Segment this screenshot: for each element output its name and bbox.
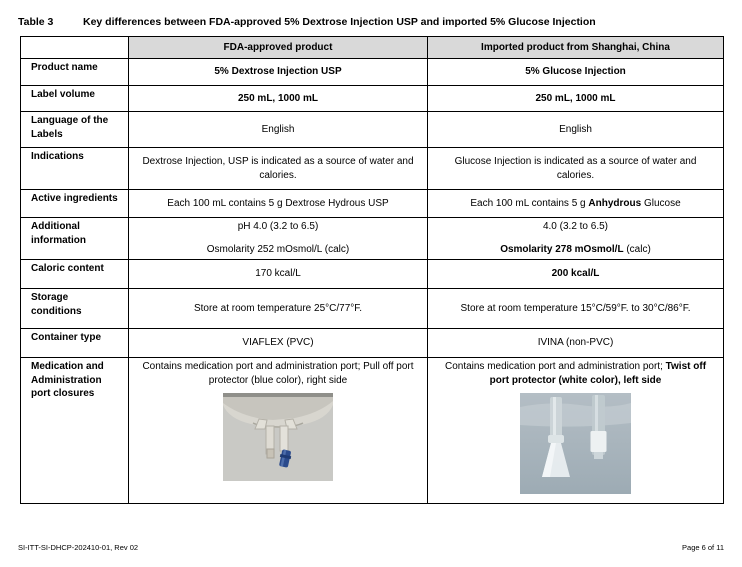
cell-imported xyxy=(428,148,724,190)
cell-fda xyxy=(129,112,428,148)
row-label: Indications xyxy=(21,148,129,190)
cell-text: Osmolarity 278 mOsmol/L (calc) xyxy=(500,244,651,255)
table-number-label: Table 3 xyxy=(18,16,54,28)
cell-text: 200 kcal/L xyxy=(551,268,600,279)
page-number: Page 6 of 11 xyxy=(682,543,724,552)
iv-bag-ports-blue-pull-off-protector-photo xyxy=(139,393,417,481)
cell-fda xyxy=(129,289,428,329)
table-row-product-name xyxy=(21,59,724,86)
cell-text: 4.0 (3.2 to 6.5) xyxy=(542,221,609,232)
table-caption xyxy=(18,16,724,28)
table-row-caloric-content xyxy=(21,260,724,289)
page-footer xyxy=(18,543,724,552)
cell-fda xyxy=(129,329,428,358)
table-row-indications xyxy=(21,148,724,190)
cell-text: English xyxy=(261,123,295,135)
cell-text: Each 100 mL contains 5 g Dextrose Hydrous USP xyxy=(167,197,389,209)
cell-text: pH 4.0 (3.2 to 6.5) xyxy=(237,221,319,232)
table-title-text: Key differences between FDA-approved 5% Dextrose Injection USP and imported 5% Glucose Injection xyxy=(83,16,596,28)
cell-text: Glucose Injection is indicated as a source of water and calories. xyxy=(454,155,697,181)
cell-imported xyxy=(428,86,724,112)
document-id: SI-ITT-SI-DHCP-202410-01, Rev 02 xyxy=(18,543,139,552)
row-label: Additional information xyxy=(21,218,129,260)
row-label: Caloric content xyxy=(21,260,129,289)
cell-fda xyxy=(129,86,428,112)
cell-imported xyxy=(428,190,724,218)
cell-fda xyxy=(129,260,428,289)
row-label: Medication and Administration port closures xyxy=(21,358,129,504)
cell-text: 250 mL, 1000 mL xyxy=(535,92,616,104)
header-imported-product: Imported product from Shanghai, China xyxy=(428,37,724,59)
row-label: Active ingredients xyxy=(21,190,129,218)
cell-text: Each 100 mL contains 5 g Anhydrous Glucose xyxy=(470,197,681,209)
cell-fda xyxy=(129,218,428,260)
cell-text: 5% Glucose Injection xyxy=(525,66,626,77)
header-fda-product: FDA-approved product xyxy=(129,37,428,59)
table-row-port-closures xyxy=(21,358,724,504)
cell-fda xyxy=(129,59,428,86)
cell-text: 5% Dextrose Injection USP xyxy=(214,66,342,77)
cell-fda xyxy=(129,358,428,504)
cell-imported xyxy=(428,289,724,329)
header-empty-corner xyxy=(21,37,129,59)
table-row-additional-information xyxy=(21,218,724,260)
iv-bag-photo-graphic xyxy=(520,393,631,494)
comparison-table xyxy=(20,36,724,504)
table-row-language xyxy=(21,112,724,148)
cell-text: Osmolarity 252 mOsmol/L (calc) xyxy=(206,244,350,255)
cell-text: Store at room temperature 25°C/77°F. xyxy=(193,302,363,314)
cell-text: 250 mL, 1000 mL xyxy=(237,92,319,104)
row-label: Product name xyxy=(21,59,129,86)
cell-text: IVINA (non-PVC) xyxy=(537,337,614,348)
table-row-storage-conditions xyxy=(21,289,724,329)
cell-imported xyxy=(428,218,724,260)
cell-imported xyxy=(428,59,724,86)
row-label: Label volume xyxy=(21,86,129,112)
cell-text: English xyxy=(559,123,592,135)
iv-bag-photo-graphic xyxy=(223,393,333,481)
row-label: Container type xyxy=(21,329,129,358)
cell-text: Store at room temperature 15°C/59°F. to 30°C/86°F. xyxy=(460,302,691,314)
cell-imported xyxy=(428,112,724,148)
cell-text: VIAFLEX (PVC) xyxy=(242,337,314,348)
cell-imported xyxy=(428,329,724,358)
cell-imported xyxy=(428,358,724,504)
iv-bag-ports-white-twist-off-protector-photo xyxy=(438,393,713,494)
cell-text: Dextrose Injection, USP is indicated as a source of water and calories. xyxy=(142,155,414,181)
cell-fda xyxy=(129,190,428,218)
table-header-row xyxy=(21,37,724,59)
cell-text: Contains medication port and administration port; Twist off port protector (white color), left side xyxy=(444,361,707,386)
cell-imported xyxy=(428,260,724,289)
cell-text: 170 kcal/L xyxy=(255,268,301,279)
row-label: Storage conditions xyxy=(21,289,129,329)
cell-text: Contains medication port and administration port; Pull off port protector (blue color), right side xyxy=(142,361,414,386)
table-row-active-ingredients xyxy=(21,190,724,218)
table-row-container-type xyxy=(21,329,724,358)
row-label: Language of the Labels xyxy=(21,112,129,148)
cell-fda xyxy=(129,148,428,190)
table-row-label-volume xyxy=(21,86,724,112)
